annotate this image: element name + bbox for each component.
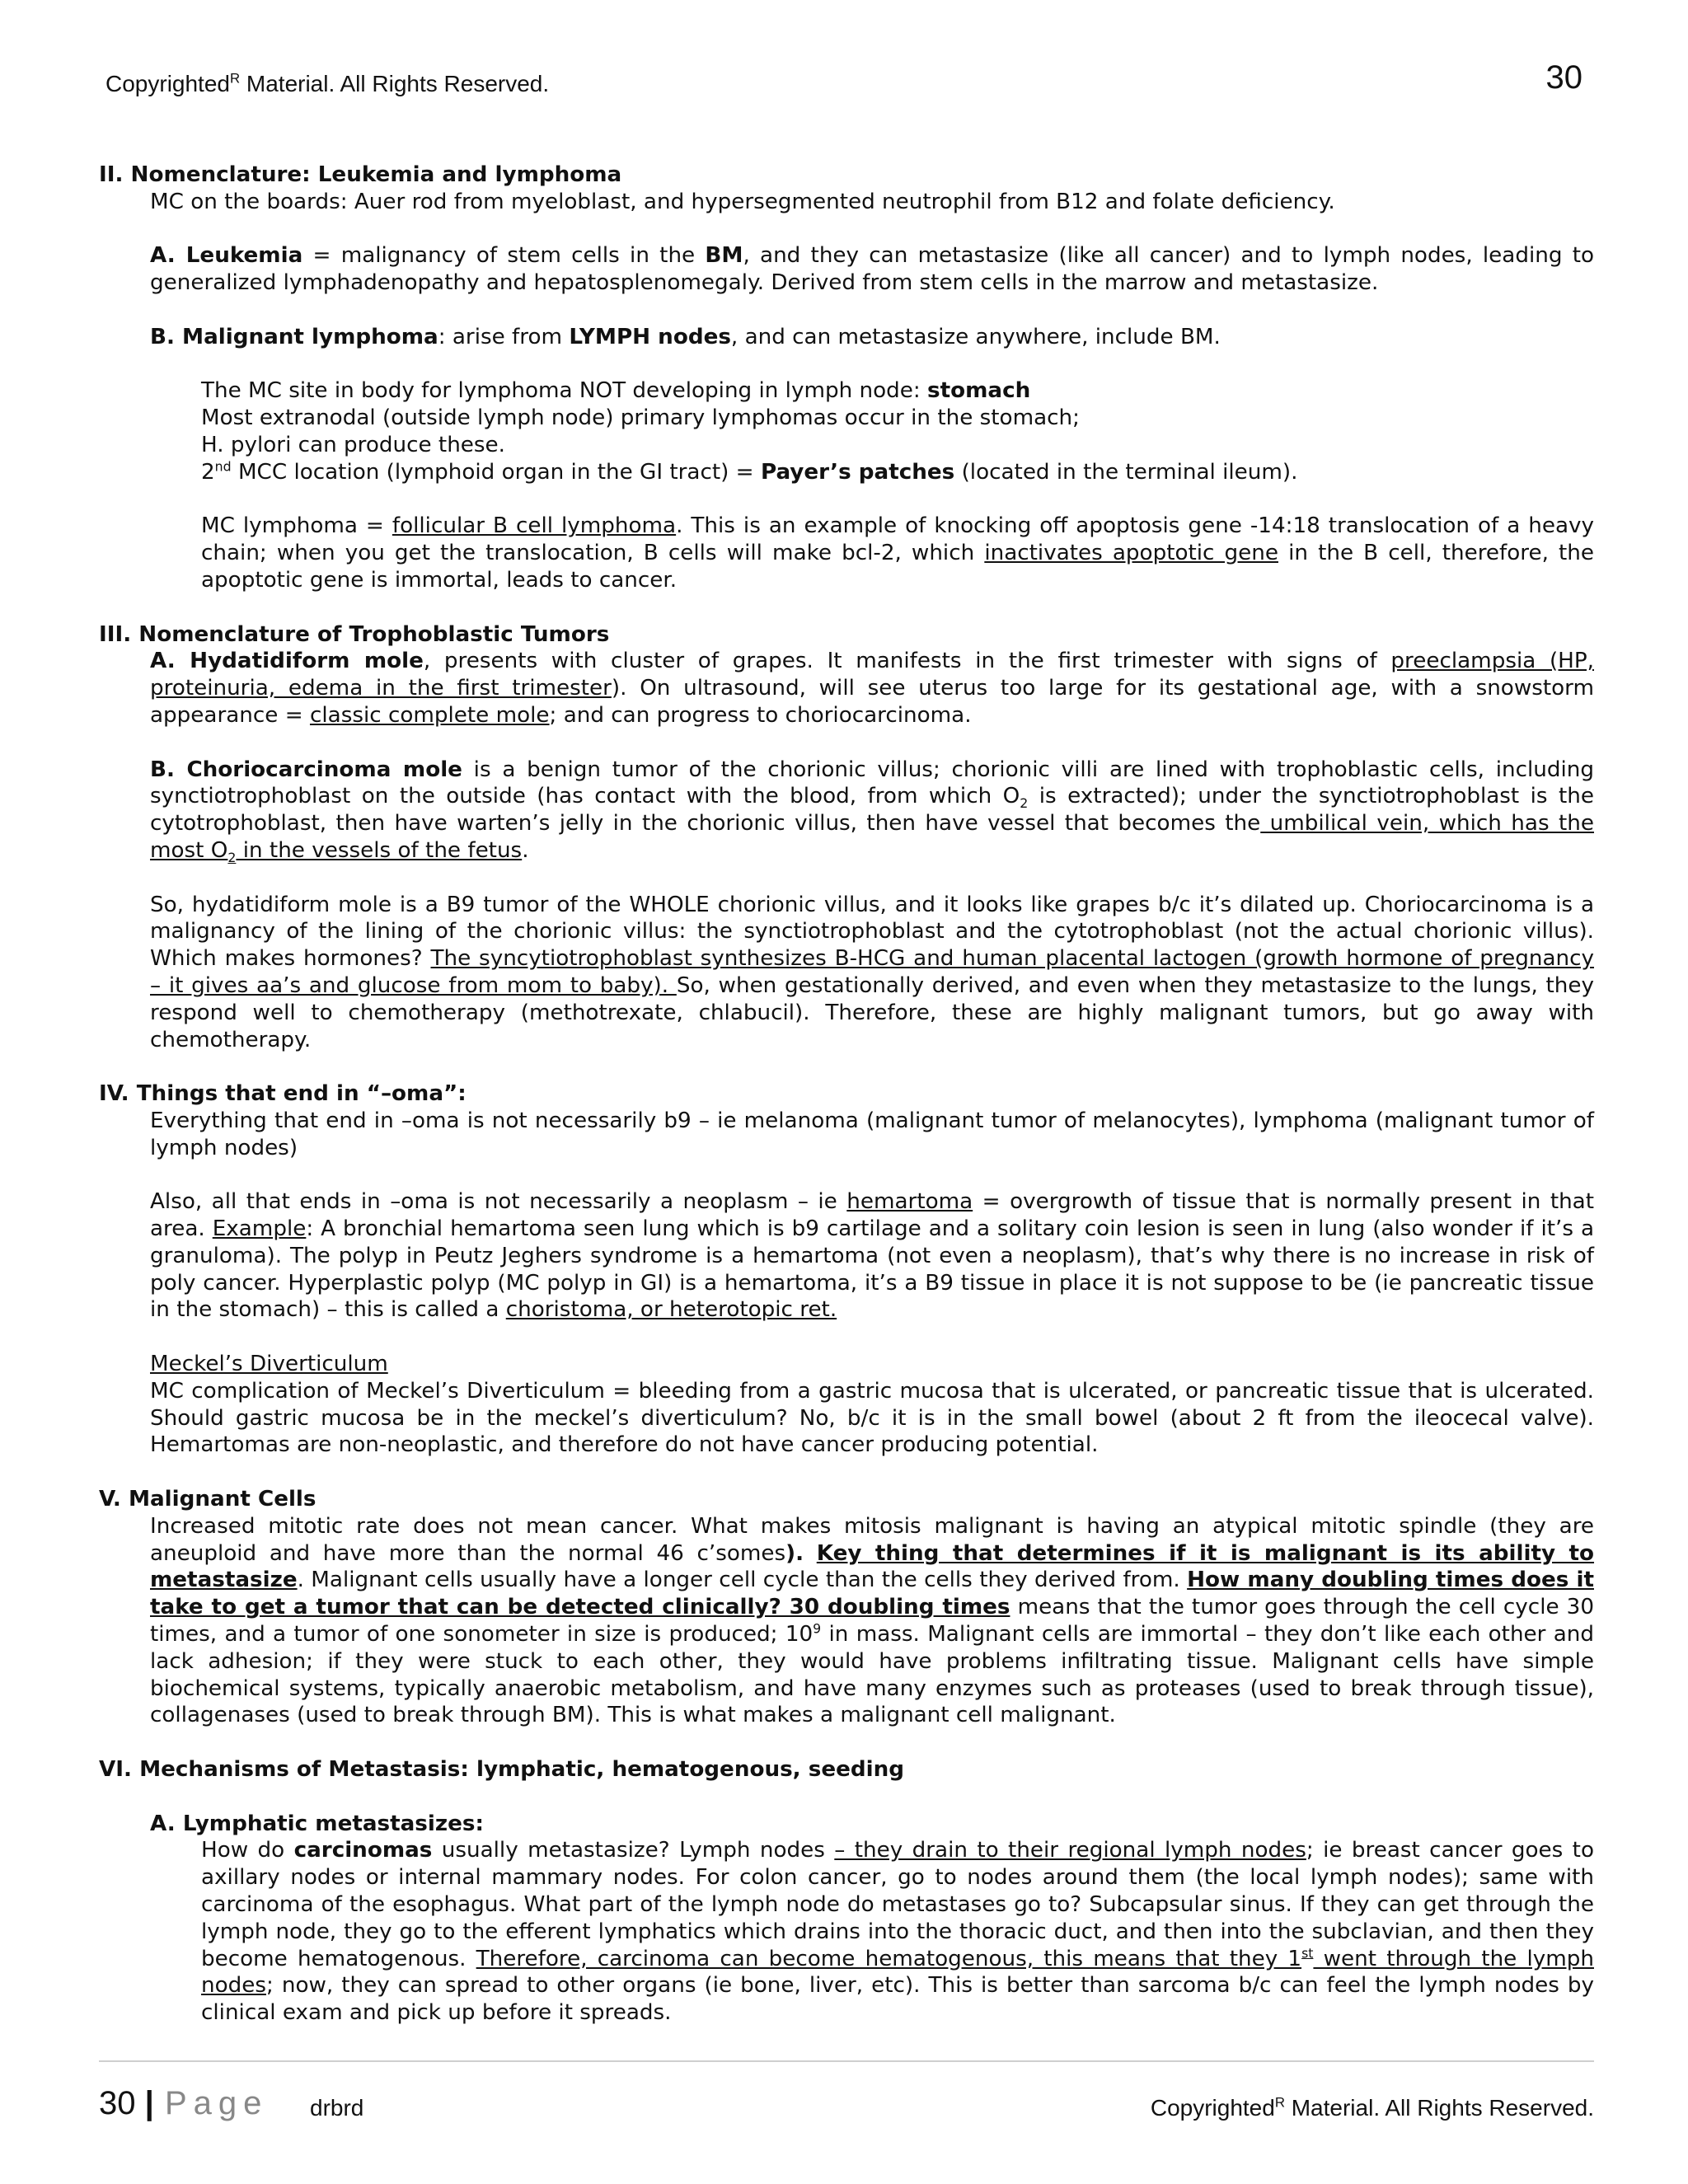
page-header — [106, 59, 1582, 101]
choriocarcinoma-paragraph: B. Choriocarcinoma mole is a benign tumor of the chorionic villus; chorionic villi are lined with trophoblastic cells, including synctiotrophoblast on the outside (has contact with the blood, from which $O_2$ is extracted); under the synctiotrophoblast is the cytotrophoblast, then have warten’s jelly in the chorionic villus, then have vessel that becomes the umbilical vein, which has the most $O_2$ in the vessels of the fetus. — [150, 757, 1594, 866]
trophoblastic-summary-paragraph: So, hydatidiform mole is a B9 tumor of the WHOLE chorionic villus, and it looks like grapes b/c it’s dilated up. Choriocarcinoma is a malignancy of the lining of the chorionic villus: the synctiotrophoblast and the cytotrophoblast (not the actual chorionic villus). Which makes hormones? The syncytiotrophoblast synthesizes B-HCG and human placental lactogen (growth hormone of pregnancy – it gives aa’s and glucose from mom to baby). So, when gestationally derived, and even when they metastasize to the lungs, they respond well to chemotherapy (methotrexate, chlabucil). Therefore, these are highly malignant tumors, but go away with chemotherapy. — [150, 892, 1595, 1052]
section-5-heading: V. Malignant Cells — [99, 1487, 316, 1512]
section-2-intro: MC on the boards: Auer rod from myeloblast, and hypersegmented neutrophil from B12 and folate deficiency. — [150, 189, 1335, 214]
section-4-heading: IV. Things that end in “–oma”: — [99, 1081, 467, 1107]
hydatidiform-paragraph: A. Hydatidiform mole, presents with cluster of grapes. It manifests in the first trimester with signs of preeclampsia (HP, proteinuria, edema in the first trimester). On ultrasound, will see uterus too large for its gestational age, with a snowstorm appearance = classic complete mole; and can progress to choriocarcinoma. — [150, 649, 1594, 728]
footer-divider — [99, 2060, 1594, 2062]
page-footer — [99, 2085, 1594, 2135]
h-pylori-line: H. pylori can produce these. — [201, 432, 505, 457]
lymphoma-paragraph: B. Malignant lymphoma: arise from LYMPH nodes, and can metastasize anywhere, include BM. — [150, 324, 1221, 349]
section-2-heading: II. Nomenclature: Leukemia and lymphoma — [99, 162, 622, 187]
footer-page-word: Page — [165, 2085, 269, 2121]
lymphatic-paragraph: How do carcinomas usually metastasize? Lymph nodes – they drain to their regional lymph nodes; ie breast cancer goes to axillary nodes or internal mammary nodes. For colon cancer, go to nodes around them (the local lymph nodes); same with carcinoma of the esophagus. What part of the lymph node do metastases go to? Subcapsular sinus. If they can get through the lymph node, they go to the efferent lymphatics which drains into the thoracic duct, and then into the subclavian, and then they become hematogenous. Therefore, carcinoma can become hematogenous, this means that they 1st went through the lymph nodes; now, they can spread to other organs (ie bone, liver, etc). This is better than sarcoma b/c can feel the lymph nodes by clinical exam and pick up before it spreads. — [201, 1838, 1594, 2026]
oma-paragraph-1: Everything that end in –oma is not necessarily b9 – ie melanoma (malignant tumor of melanocytes), lymphoma (malignant tumor of lymph nodes) — [150, 1108, 1594, 1160]
mcc-location-line: 2nd MCC location (lymphoid organ in the GI tract) = Payer’s patches (located in the terminal ileum). — [201, 458, 1298, 485]
meckel-subheading: Meckel’s Diverticulum — [150, 1352, 388, 1377]
header-page-number: 30 — [1545, 59, 1582, 96]
section-6-heading: VI. Mechanisms of Metastasis: lymphatic, hematogenous, seeding — [99, 1757, 904, 1783]
malignant-cells-paragraph: Increased mitotic rate does not mean cancer. What makes mitosis malignant is having an atypical mitotic spindle (they are aneuploid and have more than the normal 46 c’somes). Key thing that determines if it is malignant is its ability to metastasize. Malignant cells usually have a longer cell cycle than the cells they derived from. How many doubling times does it take to get a tumor that can be detected clinically? 30 doubling times means that the tumor goes through the cell cycle 30 times, and a tumor of one sonometer in size is produced; $10^9$ in mass. Malignant cells are immortal – they don’t like each other and lack adhesion; if they were stuck to each other, they would have problems infiltrating tissue. Malignant cells have simple biochemical systems, typically anaerobic metabolism, and have many enzymes such as proteases (used to break through tissue), collagenases (used to break through BM). This is what makes a malignant cell malignant. — [150, 1513, 1595, 1728]
footer-author: drbrd — [310, 2095, 364, 2121]
header-copyright: Copyrighted$^R$ Material. All Rights Reserved. — [106, 70, 550, 96]
lymphoma-site-line: The MC site in body for lymphoma NOT developing in lymph node: stomach — [201, 378, 1031, 404]
oma-paragraph-2: Also, all that ends in –oma is not necessarily a neoplasm – ie hemartoma = overgrowth of tissue that is normally present in that area. Example: A bronchial hemartoma seen lung which is b9 cartilage and a solitary coin lesion is seen in lung (also wonder if it’s a granuloma). The polyp in Peutz Jeghers syndrome is a hemartoma (not even a neoplasm), that’s why there is no increase in risk of poly cancer. Hyperplastic polyp (MC polyp in GI) is a hemartoma, it’s a B9 tissue in place it is not suppose to be (ie pancreatic tissue in the stomach) – this is called a choristoma, or heterotopic ret. — [150, 1189, 1594, 1323]
footer-page-number: 30 | — [99, 2085, 154, 2121]
leukemia-paragraph: A. Leukemia = malignancy of stem cells in the BM, and they can metastasize (like all cancer) and to lymph nodes, leading to generalized lymphadenopathy and hepatosplenomegaly. Derived from stem cells in the marrow and metastasize. — [150, 243, 1594, 296]
meckel-paragraph: MC complication of Meckel’s Diverticulum = bleeding from a gastric mucosa that is ulcerated, or pancreatic tissue that is ulcerated. Should gastric mucosa be in the meckel’s diverticulum? No, b/c it is in the small bowel (about 2 ft from the ileocecal valve). Hemartomas are non-neoplastic, and therefore do not have cancer producing potential. — [150, 1378, 1594, 1458]
section-3-heading: III. Nomenclature of Trophoblastic Tumors — [99, 621, 610, 647]
extranodal-line: Most extranodal (outside lymph node) primary lymphomas occur in the stomach; — [201, 405, 1080, 431]
mc-lymphoma-paragraph: MC lymphoma = follicular B cell lymphoma. This is an example of knocking off apoptosis gene -14:18 translocation of a heavy chain; when you get the translocation, B cells will make bcl-2, which inactivates apoptotic gene in the B cell, therefore, the apoptotic gene is immortal, leads to cancer. — [201, 513, 1594, 593]
document-body — [99, 162, 1594, 2027]
lymphatic-subheading: A. Lymphatic metastasizes: — [150, 1811, 484, 1836]
footer-copyright: Copyrighted$^R$ Material. All Rights Reserved. — [1150, 2094, 1594, 2121]
